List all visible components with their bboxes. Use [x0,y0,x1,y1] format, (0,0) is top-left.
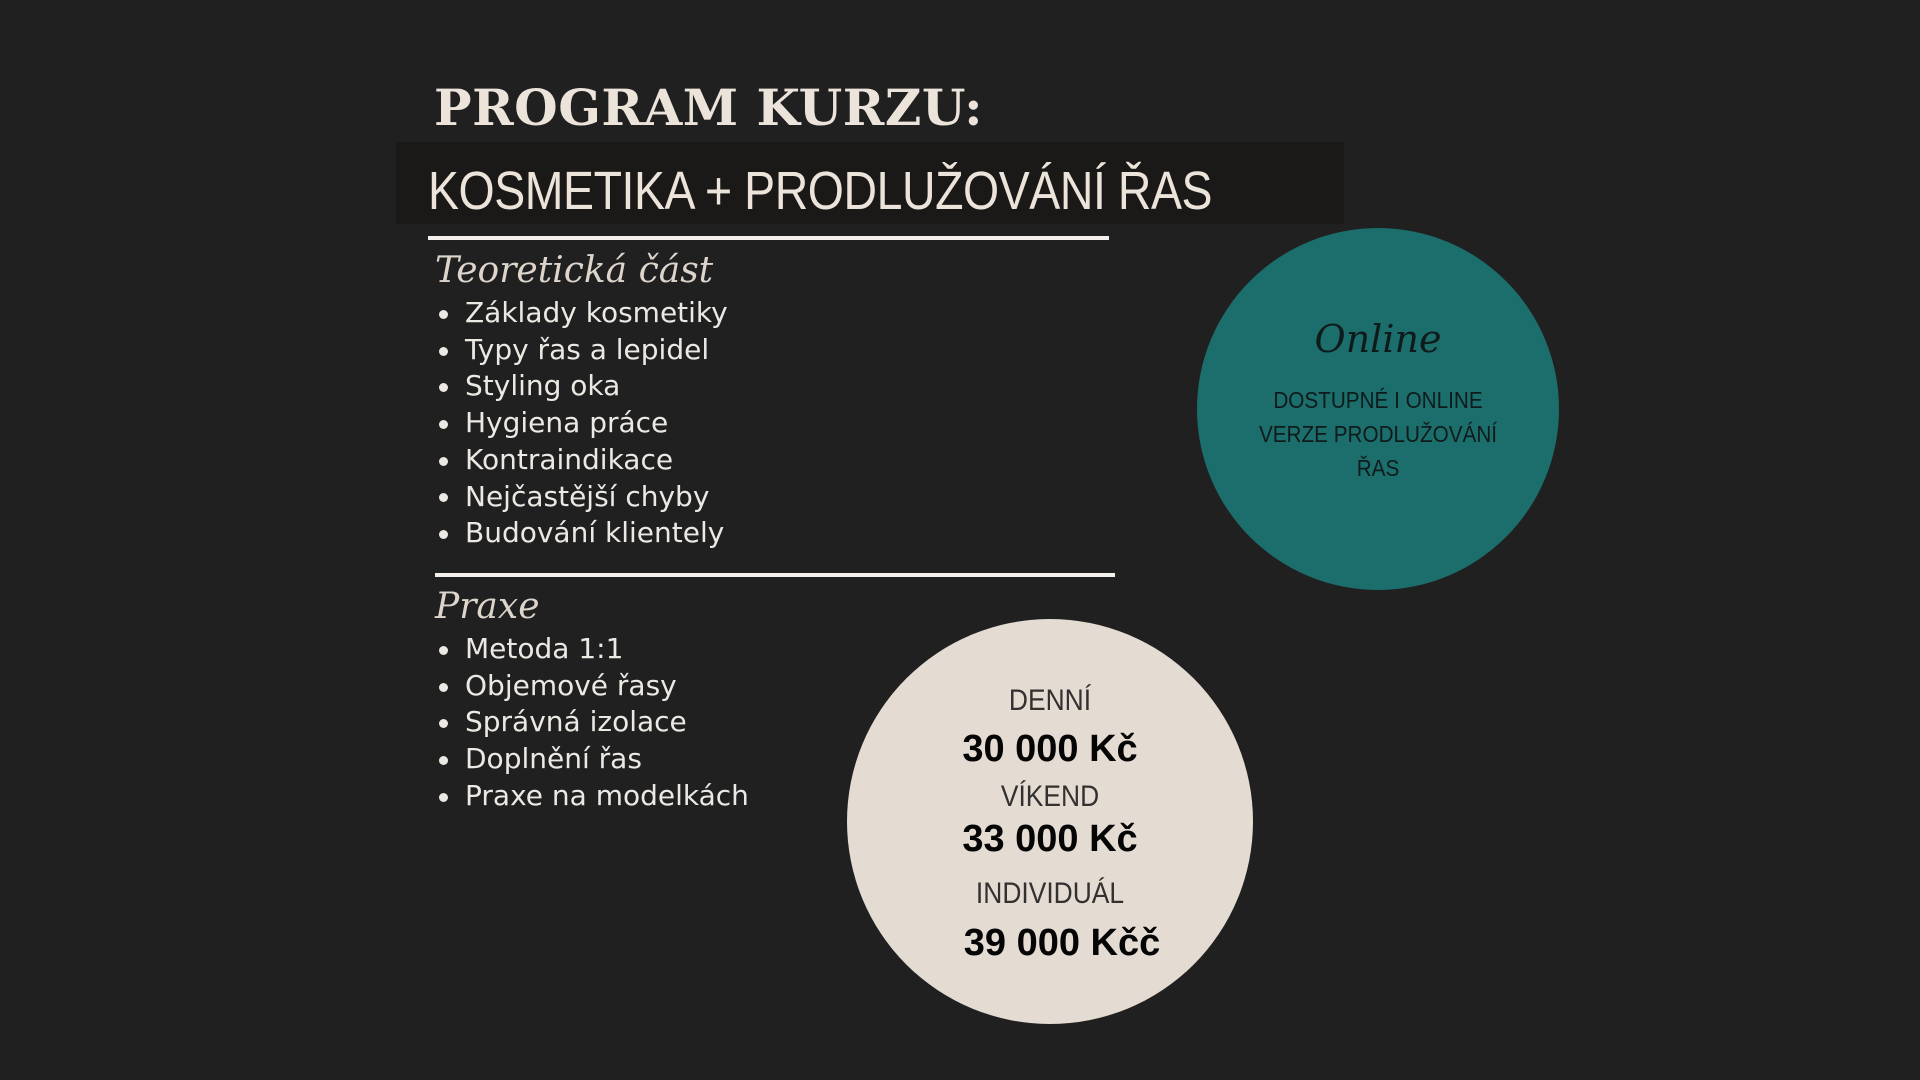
price-value-weekend: 33 000 Kč [962,818,1138,860]
course-subtitle: KOSMETIKA + PRODLUŽOVÁNÍ ŘAS [428,161,1213,221]
bullet-icon [439,719,448,728]
divider-line [428,236,1109,240]
bullet-icon [439,530,448,539]
bullet-icon [439,420,448,429]
divider-line [435,573,1115,577]
bullet-icon [439,310,448,319]
price-label-daily: DENNÍ [1008,684,1092,717]
list-item [436,442,728,479]
list-item-label: Základy kosmetiky [465,296,728,329]
list-item-label: Styling oka [465,369,621,403]
bullet-icon [439,793,448,802]
page-title: PROGRAM KURZU: [434,78,984,137]
list-item [436,631,749,668]
bullet-icon [439,683,448,692]
list-item [436,479,728,516]
list-item [436,332,728,369]
practice-topics-list [436,631,749,815]
online-description: DOSTUPNÉ I ONLINE VERZE PRODLUŽOVÁNÍ ŘAS [1258,387,1498,481]
bullet-icon [439,493,448,502]
price-label-individual: INDIVIDUÁL [975,877,1125,910]
list-item-label: Kontraindikace [465,442,674,476]
bullet-icon [439,756,448,765]
list-item [436,704,749,741]
list-item-label: Typy řas a lepidel [465,332,710,366]
list-item [436,741,749,778]
list-item-label: Hygiena práce [465,406,669,440]
online-title: Online [1314,317,1442,361]
list-item [436,515,728,552]
price-value-individual: 39 000 Kčč [963,922,1161,964]
section-heading-practice: Praxe [435,586,540,627]
price-label-weekend: VÍKEND [1000,780,1100,813]
list-item-label: Doplnění řas [465,742,642,776]
pricing-circle [847,619,1253,1024]
theory-topics-list [436,295,728,552]
bullet-icon [439,383,448,392]
list-item-label: Správná izolace [465,705,687,739]
list-item-label: Praxe na modelkách [465,778,749,812]
list-item-label: Nejčastější chyby [465,479,710,513]
list-item [436,668,749,705]
list-item-label: Budování klientely [465,516,725,550]
bullet-icon [439,347,448,356]
bullet-icon [439,457,448,466]
section-heading-theory: Teoretická část [435,250,714,291]
list-item [436,295,728,332]
list-item-label: Objemové řasy [465,668,677,702]
list-item [436,405,728,442]
online-badge-circle [1197,228,1559,590]
list-item-label: Metoda 1:1 [465,632,624,665]
bullet-icon [439,646,448,655]
price-value-daily: 30 000 Kč [962,728,1138,770]
list-item [436,368,728,405]
list-item [436,778,749,815]
